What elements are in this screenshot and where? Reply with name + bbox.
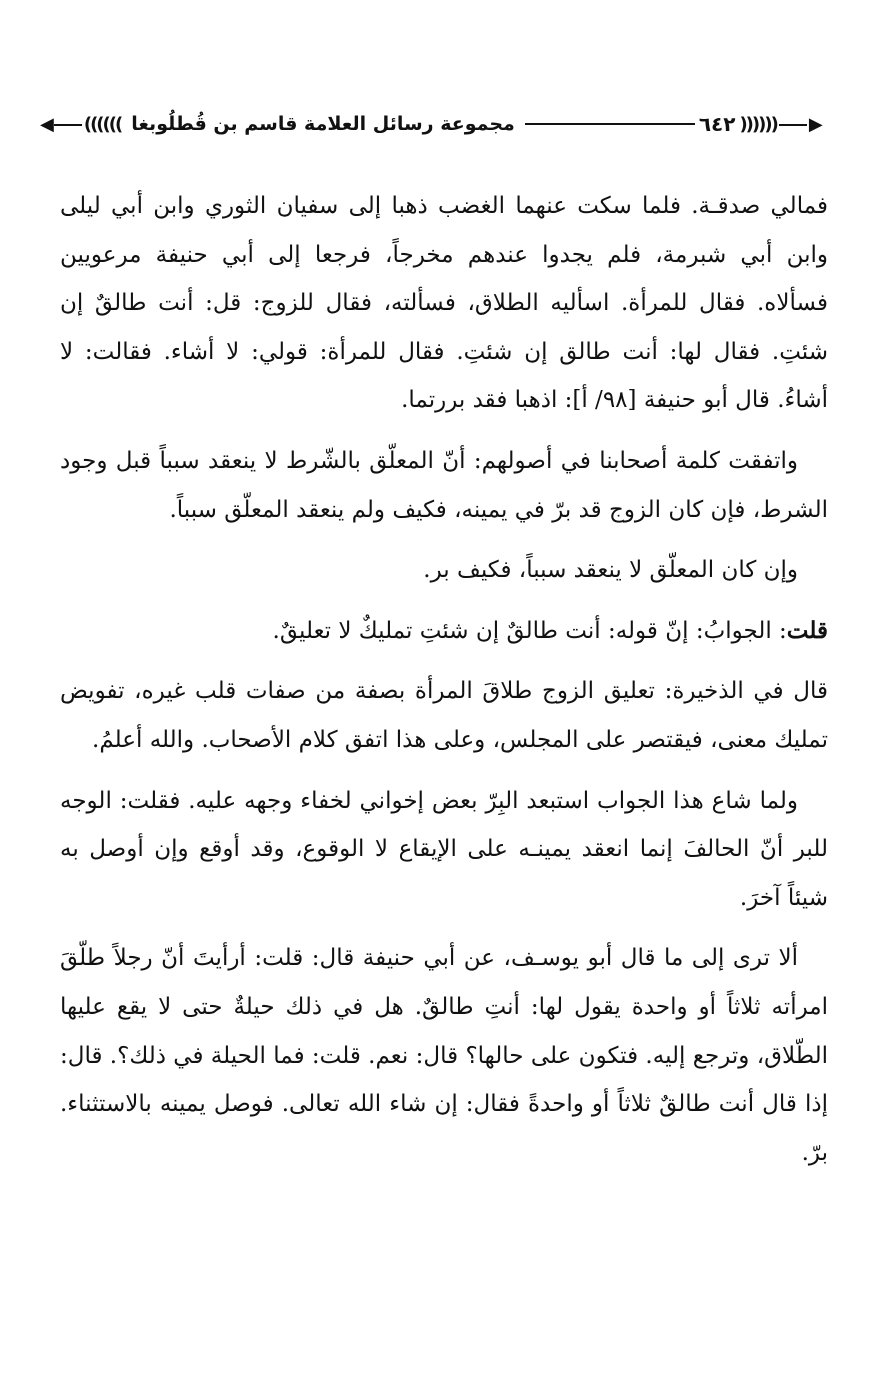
right-ornament-icon: )))))) ▶	[739, 113, 821, 135]
paragraph	[60, 607, 828, 656]
paragraph: وإن كان المعلّق لا ينعقد سبباً، فكيف بر.	[423, 557, 798, 584]
paragraph: ولما شاع هذا الجواب استبعد البِرّ بعض إخواني لخفاء وجهه عليه. فقلت: الوجه للبر أنّ الحالفَ إنما انعقد يمينـه على الإيقاع لا الوقوع، وقد أوقع وإن أوصل به شيئاً آخرَ.	[60, 787, 828, 911]
paragraph: ألا ترى إلى ما قال أبو يوسـف، عن أبي حنيفة قال: قلت: أرأيتَ أنّ رجلاً طلّقَ امرأته ثلاثاً أو واحدة يقول لها: أنتِ طالقٌ. هل في ذلك حيلةٌ حتى لا يقع عليها الطّلاق، وترجع إليه. فتكون على حالها؟ قال: نعم. قلت: فما الحيلة في ذلك؟. قال: إذا قال أنت طالقٌ ثلاثاً أو واحدةً فقال: إن شاء الله تعالى. فوصل يمينه بالاستثناء. برّ.	[60, 945, 828, 1166]
paragraph-lead: قلت	[786, 616, 828, 644]
paragraph: فمالي صدقـة. فلما سكت عنهما الغضب ذهبا إلى سفيان الثوري وابن أبي ليلى وابن أبي شبرمة، فلم يجدوا عندهم مخرجاً، فرجعا إلى أبي حنيفة مرعويين فسألاه. فقال للمرأة. اسأليه الطلاق، فسألته، فقال للزوج: قل: أنت طالقٌ إن شئتِ. فقال لها: أنت طالق إن شئتِ. فقال للمرأة: قولي: لا أشاء. فقالت: لا أشاءُ. قال أبو حنيفة [٩٨/ أ]: اذهبا فقد بررتما.	[60, 193, 828, 414]
paragraph: واتفقت كلمة أصحابنا في أصولهم: أنّ المعلّق بالشّرط لا ينعقد سبباً قبل وجود الشرط، فإن كان الزوج قد برّ في يمينه، فكيف ولم ينعقد المعلّق سبباً.	[60, 447, 828, 523]
header-rule	[525, 123, 695, 125]
running-title: مجموعة رسائل العلامة قاسم بن قُطلُوبغا	[131, 113, 515, 135]
paragraph: قال في الذخيرة: تعليق الزوج طلاقَ المرأة بصفة من صفات قلب غيره، تفويض تمليك معنى، فيقتصر على المجلس، وعلى هذا اتفق كلام الأصحاب. والله أعلمُ.	[60, 678, 828, 753]
page-header	[40, 104, 846, 144]
body-text	[60, 182, 828, 1177]
left-ornament-icon: ◀ ((((((	[40, 113, 122, 135]
page-number: ٦٤٢	[698, 112, 736, 136]
paragraph-text: : الجوابُ: إنّ قوله: أنت طالقٌ إن شئتِ تمليكٌ لا تعليقٌ.	[272, 617, 787, 644]
